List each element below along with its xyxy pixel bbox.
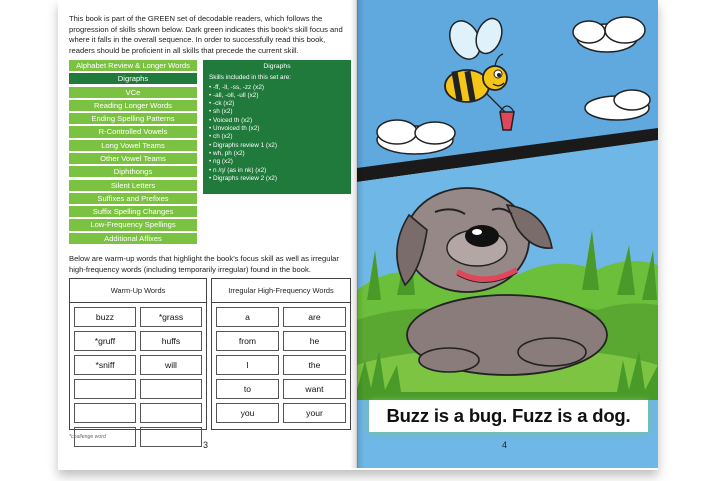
skill-item: Ending Spelling Patterns (69, 113, 197, 124)
digraph-skill-item: • sh (x2) (209, 108, 233, 116)
warmup-word-cell: huffs (140, 331, 202, 351)
skill-item: Additional Affixes (69, 233, 197, 244)
skill-item: Low-Frequency Spellings (69, 219, 197, 230)
page-number-left: 3 (203, 440, 209, 450)
skill-item: Digraphs (69, 73, 197, 84)
warmup-word-cell (74, 379, 136, 399)
digraph-skill-item: • Voiced th (x2) (209, 116, 253, 124)
digraphs-box-items (209, 84, 345, 184)
irregular-word-cell: he (283, 331, 346, 351)
irregular-word-cell: your (283, 403, 346, 423)
digraphs-box-note: Skills included in this set are: (209, 74, 292, 82)
skill-item: Other Vowel Teams (69, 153, 197, 164)
digraph-skill-item: • ch (x2) (209, 133, 233, 141)
warmup-word-cell (140, 403, 202, 423)
digraph-skill-item: • wh, ph (x2) (209, 149, 245, 157)
skill-item: VCe (69, 87, 197, 98)
story-caption: Buzz is a bug. Fuzz is a dog. (369, 400, 648, 432)
skill-item: Suffixes and Prefixes (69, 193, 197, 204)
irregular-word-cell: a (216, 307, 279, 327)
challenge-word-footnote: *challenge word (69, 434, 106, 440)
digraph-skill-item: • -ck (x2) (209, 100, 235, 108)
irregular-word-cell: are (283, 307, 346, 327)
irregular-words-header: Irregular High-Frequency Words (212, 279, 350, 303)
digraph-skill-item: • Digraphs review 2 (x2) (209, 174, 277, 182)
warmup-words-grid (70, 303, 209, 451)
left-page (58, 0, 357, 468)
skill-item: Alphabet Review & Longer Words (69, 60, 197, 71)
warmup-word-cell (140, 427, 202, 447)
right-page (357, 0, 658, 468)
digraph-skill-item: • Unvoiced th (x2) (209, 125, 260, 133)
open-book (58, 0, 658, 470)
digraphs-skills-box (203, 60, 351, 194)
warmup-word-cell (140, 379, 202, 399)
illustration-bee-and-dog (357, 0, 658, 468)
irregular-word-cell: I (216, 355, 279, 375)
skill-sequence-list (69, 60, 197, 246)
warmup-word-cell: *sniff (74, 355, 136, 375)
warmup-word-cell: *gruff (74, 331, 136, 351)
warmup-words-header: Warm-Up Words (70, 279, 206, 303)
skill-item: Reading Longer Words (69, 100, 197, 111)
digraph-skill-item: • -ff, -ll, -ss, -zz (x2) (209, 83, 265, 91)
irregular-words-table (211, 278, 351, 430)
warmup-word-cell: will (140, 355, 202, 375)
digraph-skill-item: • ng (x2) (209, 158, 233, 166)
digraph-skill-item: • Digraphs review 1 (x2) (209, 141, 277, 149)
irregular-word-cell: from (216, 331, 279, 351)
irregular-word-cell: the (283, 355, 346, 375)
irregular-words-grid (212, 303, 350, 427)
skill-item: Long Vowel Teams (69, 140, 197, 151)
irregular-word-cell: you (216, 403, 279, 423)
irregular-word-cell: want (283, 379, 346, 399)
skill-item: Suffix Spelling Changes (69, 206, 197, 217)
digraphs-box-title: Digraphs (263, 63, 291, 70)
irregular-word-cell: to (216, 379, 279, 399)
warmup-word-cell: buzz (74, 307, 136, 327)
warmup-intro-text: Below are warm-up words that highlight the book's focus skill as well as irregular high-frequency words (including temporarily irregular) found in the book. (69, 254, 339, 274)
intro-text: This book is part of the GREEN set of decodable readers, which follows the progression of skills shown below. Dark green indicates this book's skill focus and where it falls in the overall sequence. In order to successfully read this book, readers should be proficient in all skills that precede the current skill. (69, 14, 343, 55)
warmup-word-cell: *grass (140, 307, 202, 327)
warmup-word-cell (74, 403, 136, 423)
skill-item: Diphthongs (69, 166, 197, 177)
page-number-right: 4 (502, 440, 508, 450)
skill-item: Silent Letters (69, 180, 197, 191)
skill-item: R-Controlled Vowels (69, 126, 197, 137)
digraph-skill-item: • -all, -oll, -ull (x2) (209, 91, 259, 99)
digraph-skill-item: • n /ŋ/ (as in nk) (x2) (209, 166, 267, 174)
warmup-words-table (69, 278, 207, 430)
